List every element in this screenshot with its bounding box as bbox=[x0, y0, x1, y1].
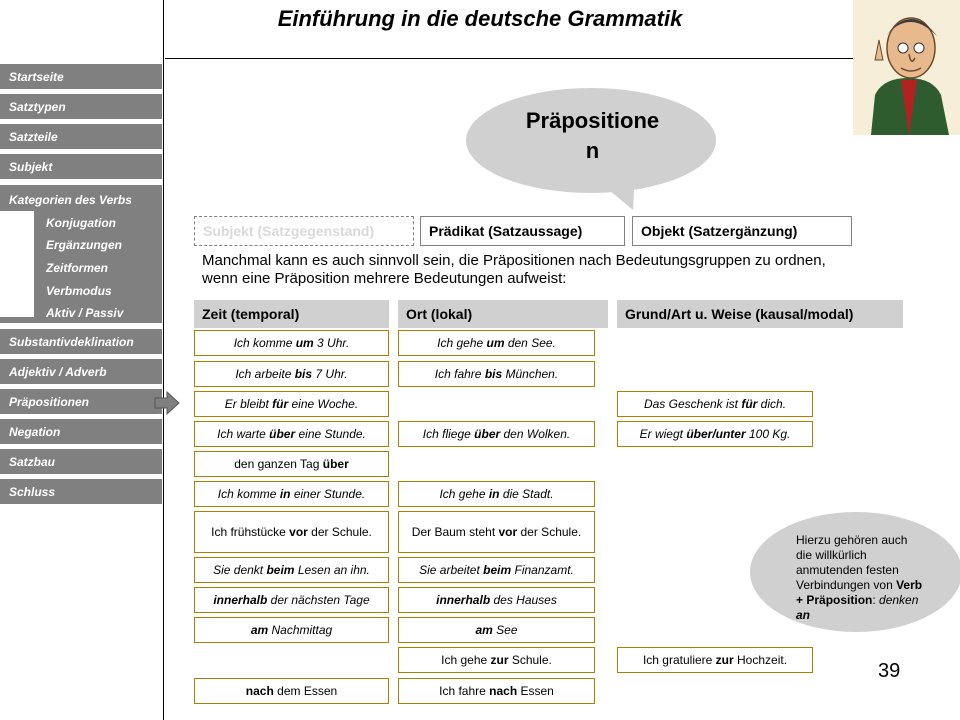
nav-subjekt[interactable]: Subjekt bbox=[0, 154, 162, 179]
cell-text-pre: Ich gehe bbox=[437, 335, 487, 350]
cell-preposition: nach bbox=[245, 683, 274, 698]
nav-satzteile[interactable]: Satzteile bbox=[0, 124, 162, 149]
professor-portrait bbox=[853, 0, 960, 135]
note-text-1: Hierzu gehören auch die willkürlich anmutenden festen Verbindungen von bbox=[796, 533, 908, 592]
cell-preposition: bis bbox=[484, 366, 503, 381]
cell-text bbox=[235, 367, 347, 382]
cell-text bbox=[423, 427, 570, 442]
cell-preposition: zur bbox=[715, 652, 734, 667]
table-cell-zeit bbox=[194, 481, 389, 507]
column-head-grund: Grund/Art u. Weise (kausal/modal) bbox=[617, 300, 903, 328]
cell-preposition: nach bbox=[489, 683, 518, 698]
cell-text bbox=[435, 367, 558, 382]
cell-preposition: bis bbox=[294, 366, 313, 381]
topic-line-2: n bbox=[585, 138, 600, 163]
cell-text-post: des Hauses bbox=[490, 592, 557, 607]
table-cell-zeit bbox=[194, 557, 389, 583]
cell-preposition: am bbox=[475, 622, 493, 637]
note-example-pre: denken bbox=[879, 593, 919, 607]
cell-text bbox=[213, 563, 370, 578]
cell-text bbox=[436, 593, 557, 608]
table-cell-zeit bbox=[194, 330, 389, 356]
table-cell-zeit bbox=[194, 617, 389, 643]
chip-subjekt[interactable]: Subjekt (Satzgegenstand) bbox=[194, 216, 414, 246]
cell-text-pre: Das Geschenk ist bbox=[643, 396, 742, 411]
cell-text bbox=[217, 427, 366, 442]
cell-preposition: über bbox=[269, 426, 296, 441]
page-title: Einführung in die deutsche Grammatik bbox=[277, 6, 683, 31]
nav-satzbau[interactable]: Satzbau bbox=[0, 449, 162, 474]
cell-preposition: um bbox=[486, 335, 505, 350]
table-cell-ort bbox=[398, 421, 595, 447]
cell-text-post: 100 Kg. bbox=[745, 426, 791, 441]
cell-text-pre: Sie denkt bbox=[213, 562, 267, 577]
cell-text-pre: Sie arbeitet bbox=[419, 562, 484, 577]
column-head-ort: Ort (lokal) bbox=[398, 300, 608, 328]
table-cell-grund bbox=[617, 647, 813, 673]
cell-text bbox=[412, 525, 581, 540]
cell-text-pre: Ich gratuliere bbox=[642, 652, 716, 667]
note-text-2: : bbox=[872, 593, 880, 607]
cell-text-pre: Ich fliege bbox=[422, 426, 475, 441]
cell-text-post: dich. bbox=[757, 396, 787, 411]
cell-preposition: zur bbox=[490, 652, 509, 667]
cell-text-pre: Er wiegt bbox=[639, 426, 687, 441]
cell-text-post: Schule. bbox=[508, 652, 552, 667]
cell-preposition: beim bbox=[266, 562, 295, 577]
cell-text-pre: Ich frühstücke bbox=[211, 524, 290, 539]
cell-text bbox=[234, 336, 350, 351]
table-cell-zeit bbox=[194, 421, 389, 447]
nav-konjugation[interactable]: Konjugation bbox=[46, 216, 116, 230]
cell-text bbox=[218, 487, 365, 502]
cell-preposition: innerhalb bbox=[213, 592, 268, 607]
cell-text-pre: Ich komme bbox=[217, 486, 280, 501]
cell-preposition: für bbox=[272, 396, 289, 411]
nav-aktiv-passiv[interactable]: Aktiv / Passiv bbox=[46, 306, 124, 320]
cell-text-post: Essen bbox=[517, 683, 554, 698]
cell-text bbox=[437, 336, 556, 351]
cell-text-pre: Ich komme bbox=[233, 335, 296, 350]
nav-praepositionen[interactable]: Präpositionen bbox=[0, 389, 162, 414]
cell-text bbox=[225, 397, 358, 412]
table-cell-ort bbox=[398, 511, 595, 553]
cell-text-post: den See. bbox=[504, 335, 556, 350]
nav-adjektiv-adverb[interactable]: Adjektiv / Adverb bbox=[0, 359, 162, 384]
table-cell-zeit bbox=[194, 391, 389, 417]
nav-group-kategorien bbox=[0, 185, 162, 323]
intro-text: Manchmal kann es auch sinnvoll sein, die Präpositionen nach Bedeutungsgruppen zu ordnen, wenn eine Präposition mehrere Bedeutungen aufweist: bbox=[202, 252, 826, 287]
cell-text-post: einer Stunde. bbox=[290, 486, 366, 501]
cell-preposition: vor bbox=[498, 524, 518, 539]
cell-preposition: beim bbox=[483, 562, 512, 577]
cell-text-pre: Ich fahre bbox=[434, 366, 485, 381]
note-example-bold: an bbox=[796, 608, 811, 622]
cell-text-post: München. bbox=[502, 366, 559, 381]
cell-text-pre: den ganzen Tag bbox=[234, 456, 323, 471]
cell-text-pre: Ich gehe bbox=[441, 652, 491, 667]
topic-bubble-text bbox=[505, 106, 680, 166]
table-cell-ort bbox=[398, 361, 595, 387]
nav-satztypen[interactable]: Satztypen bbox=[0, 94, 162, 119]
cell-text-post: Finanzamt. bbox=[511, 562, 574, 577]
nav-kategorien-des-verbs[interactable]: Kategorien des Verbs bbox=[9, 193, 132, 207]
nav-verbmodus[interactable]: Verbmodus bbox=[46, 284, 112, 298]
cell-text bbox=[419, 563, 574, 578]
cell-text-post: Lesen an ihn. bbox=[294, 562, 370, 577]
cell-text-post: der Schule. bbox=[307, 524, 372, 539]
cell-text bbox=[644, 397, 786, 412]
chip-objekt[interactable]: Objekt (Satzergänzung) bbox=[632, 216, 852, 246]
cell-text-post: die Stadt. bbox=[499, 486, 554, 501]
cell-text bbox=[439, 684, 554, 699]
nav-ergaenzungen[interactable]: Ergänzungen bbox=[46, 238, 123, 252]
cell-text bbox=[246, 684, 337, 699]
nav-schluss[interactable]: Schluss bbox=[0, 479, 162, 504]
cell-preposition: am bbox=[250, 622, 269, 637]
cell-preposition: über/unter bbox=[686, 426, 746, 441]
nav-zeitformen[interactable]: Zeitformen bbox=[46, 261, 109, 275]
cell-text-post: dem Essen bbox=[273, 683, 338, 698]
cell-text bbox=[475, 623, 517, 638]
table-cell-ort bbox=[398, 678, 595, 704]
cell-preposition: in bbox=[488, 486, 500, 501]
cell-text-pre: Der Baum steht bbox=[411, 524, 499, 539]
table-cell-ort bbox=[398, 617, 595, 643]
cell-preposition: in bbox=[279, 486, 291, 501]
cell-text bbox=[234, 457, 349, 472]
table-cell-grund bbox=[617, 421, 813, 447]
nav-negation[interactable]: Negation bbox=[0, 419, 162, 444]
title-divider bbox=[165, 58, 855, 59]
cell-text bbox=[213, 593, 369, 608]
cell-preposition: über bbox=[474, 426, 501, 441]
cell-text-post: eine Stunde. bbox=[295, 426, 366, 441]
cell-text bbox=[643, 653, 787, 668]
cell-text bbox=[211, 525, 372, 540]
table-cell-zeit bbox=[194, 511, 389, 553]
cell-text-pre: Ich gehe bbox=[439, 486, 489, 501]
table-cell-zeit bbox=[194, 451, 389, 477]
cell-text bbox=[251, 623, 332, 638]
table-cell-ort bbox=[398, 330, 595, 356]
cell-text-post: 3 Uhr. bbox=[313, 335, 350, 350]
cell-text-post: den Wolken. bbox=[500, 426, 571, 441]
table-cell-ort bbox=[398, 647, 595, 673]
table-cell-grund bbox=[617, 391, 813, 417]
cell-text-post: Hochzeit. bbox=[733, 652, 788, 667]
cell-text-post: 7 Uhr. bbox=[312, 366, 348, 381]
table-cell-zeit bbox=[194, 361, 389, 387]
page-number: 39 bbox=[878, 660, 901, 682]
cell-preposition: um bbox=[295, 335, 314, 350]
nav-substantivdeklination[interactable]: Substantivdeklination bbox=[0, 329, 162, 354]
nav-startseite[interactable]: Startseite bbox=[0, 64, 162, 89]
cell-text bbox=[441, 653, 552, 668]
sidebar-divider bbox=[163, 0, 164, 720]
column-head-zeit: Zeit (temporal) bbox=[194, 300, 389, 328]
nav-group-indent bbox=[0, 211, 34, 317]
cell-text-pre: Ich warte bbox=[217, 426, 270, 441]
cell-text bbox=[439, 487, 553, 502]
cell-preposition: über bbox=[322, 456, 349, 471]
table-cell-ort bbox=[398, 587, 595, 613]
table-cell-zeit bbox=[194, 587, 389, 613]
topic-line-1: Präpositione bbox=[525, 108, 660, 133]
note-bold: Verb + Präposition bbox=[796, 578, 923, 607]
table-cell-ort bbox=[398, 481, 595, 507]
cell-text-pre: Ich fahre bbox=[439, 683, 490, 698]
cell-text-pre: Er bleibt bbox=[224, 396, 273, 411]
cell-text-pre: Ich arbeite bbox=[235, 366, 295, 381]
cell-text-post: der Schule. bbox=[517, 524, 582, 539]
cell-text-post: See bbox=[492, 622, 518, 637]
cell-text-post: Nachmittag bbox=[268, 622, 333, 637]
right-arrow-icon bbox=[154, 390, 180, 416]
cell-text bbox=[640, 427, 791, 442]
cell-preposition: innerhalb bbox=[436, 592, 491, 607]
cell-preposition: vor bbox=[289, 524, 308, 539]
cell-preposition: für bbox=[741, 396, 758, 411]
cell-text-post: eine Woche. bbox=[288, 396, 359, 411]
cell-text-post: der nächsten Tage bbox=[267, 592, 370, 607]
chip-praedikat[interactable]: Prädikat (Satzaussage) bbox=[420, 216, 625, 246]
table-cell-zeit bbox=[194, 678, 389, 704]
note-text bbox=[796, 533, 926, 623]
table-cell-ort bbox=[398, 557, 595, 583]
